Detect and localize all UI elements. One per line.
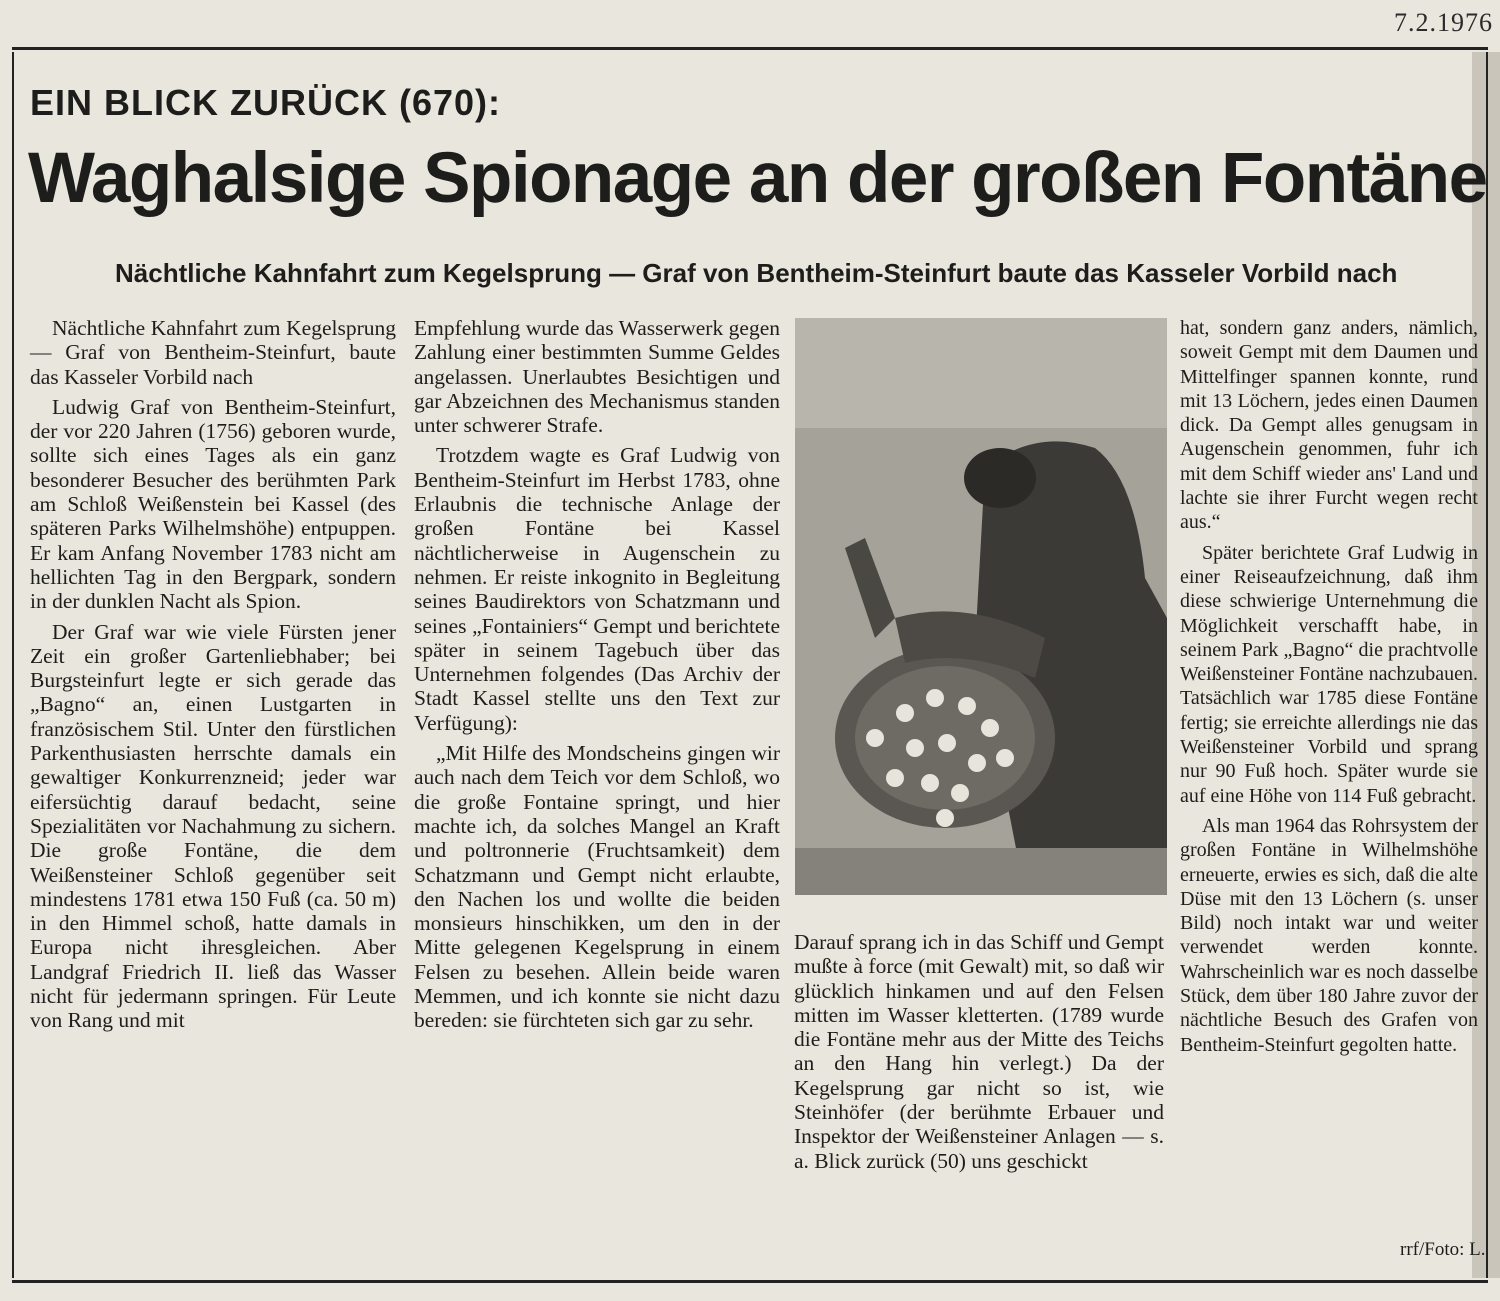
paragraph: Ludwig Graf von Bentheim-Steinfurt, der vor 220 Jahren (1756) geboren wurde, sollte sich eines Tages als ein ganz besonderer Besucher des berühmten Park am Schloß Weißenstein bei Kassel (des späteren Parks Wilhelmshöhe) entpuppen. Er kam Anfang November 1783 nicht am hellichten Tag in den Bergpark, sondern in der dunklen Nacht als Spion. <box>30 394 396 614</box>
top-rule <box>12 47 1488 50</box>
paragraph: hat, sondern ganz anders, nämlich, soweit Gempt mit dem Daumen und Mittelfinger spannen konnte, rund mit 13 Löchern, jedes einen Daumen dick. Da Gempt alles genugsam in Augenschein genommen, fuhr ich mit dem Schiff wieder ans' Land und lachte sie ihrer Furcht wegen recht aus.“ <box>1180 317 1478 534</box>
byline: rrf/Foto: L. <box>1400 1239 1486 1260</box>
photo-image <box>795 318 1167 895</box>
paragraph: „Mit Hilfe des Mondscheins gingen wir auch nach dem Teich vor dem Schloß, wo die große Fontaine springt, und hier machte ich, da solches Mangel an Kraft und poltronnerie (Fruchtsamkeit) dem Schatzmann und Gempt nicht erlaubte, den Nachen los und wollte die beiden monsieurs hinschikken, um den in der Mitte gelegenen Kegelsprung in einem Felsen zu besehen. Allein beide waren Memmen, und ich konnte sie nicht dazu bereden: sie fürchteten sich gar zu sehr. <box>414 741 780 1033</box>
subheadline: Nächtliche Kahnfahrt zum Kegelsprung — Graf von Bentheim-Steinfurt baute das Kasseler Vorbild nach <box>115 258 1398 288</box>
column-4 <box>1180 316 1478 1057</box>
headline: Waghalsige Spionage an der großen Fontäne <box>28 139 1487 218</box>
paragraph: Trotzdem wagte es Graf Ludwig von Bentheim-Steinfurt im Herbst 1783, ohne Erlaubnis die technische Anlage der großen Fontäne bei Kassel nächtlicherweise in Augenschein zu nehmen. Er reiste inkognito in Begleitung seines Baudirektors von Schatzmann und seines „Fontainiers“ Gempt und berichtete später in seinem Tagebuch über das Unternehmen folgendes (Das Archiv der Stadt Kassel stellte uns den Text zur Verfügung): <box>414 443 780 735</box>
paragraph: Darauf sprang ich in das Schiff und Gempt mußte à force (mit Gewalt) mit, so daß wir glücklich hinkamen und auf den Felsen mitten im Wasser kletterten. (1789 wurde die Fontäne mehr aus der Mitte des Teichs an den Hang hin verlegt.) Da der Kegelsprung gar nicht so ist, wie Steinhöfer (der berühmte Erbauer und Inspektor der Weißensteiner Anlagen — s. a. Blick zurück (50) uns geschickt <box>794 930 1164 1173</box>
paragraph: Nächtliche Kahnfahrt zum Kegelsprung — Graf von Bentheim-Steinfurt, baute das Kasseler Vorbild nach <box>30 316 396 389</box>
series-kicker: EIN BLICK ZURÜCK (670): <box>30 82 502 123</box>
paragraph: Als man 1964 das Rohrsystem der großen Fontäne in Wilhelmshöhe erneuerte, erwies es sich, daß die alte Düse mit den 13 Löchern (s. unser Bild) noch intakt war und weiter verwendet werden konnte. Wahrscheinlich war es noch dasselbe Stück, dem über 180 Jahre zuvor der nächtliche Besuch des Grafen von Bentheim-Steinfurt gegolten hatte. <box>1180 814 1478 1056</box>
paragraph: Empfehlung wurde das Wasserwerk gegen Zahlung einer bestimmten Summe Geldes angelassen. Unerlaubtes Besichtigen und gar Abzeichnen des Mechanismus standen unter schwerer Strafe. <box>414 316 780 438</box>
handwritten-date: 7.2.1976 <box>1394 8 1493 37</box>
fountain-nozzle-photo <box>795 318 1167 895</box>
column-1 <box>30 316 396 1033</box>
paragraph: Der Graf war wie viele Fürsten jener Zeit ein großer Gartenliebhaber; bei Burgsteinfurt legte er sich gerade das „Bagno“ an, einen Lustgarten in französischem Stil. Unter den fürstlichen Parkenthusiasten herrschte damals ein gewaltiger Konkurrenzneid; jeder war eifersüchtig darauf bedacht, seine Spezialitäten vor Nachahmung zu sichern. Die große Fontäne, die dem Weißensteiner Schloß gegenüber seit mindestens 1781 etwa 150 Fuß (ca. 50 m) in den Himmel schoß, hatte damals in Europa nicht ihresgleichen. Aber Landgraf Friedrich II. ließ das Wasser nicht für jedermann springen. Für Leute von Rang und mit <box>30 619 396 1033</box>
column-3 <box>794 930 1164 1173</box>
paragraph: Später berichtete Graf Ludwig in einer Reiseaufzeichnung, daß ihm diese schwierige Unternehmung die Möglichkeit verschafft habe, in seinem Park „Bagno“ die prachtvolle Weißensteiner Fontäne nachzubauen. Tatsächlich war 1785 diese Fontäne fertig; sie erreichte allerdings nie das Weißensteiner Vorbild und sprang nur 90 Fuß hoch. Später wurde sie auf eine Höhe von 114 Fuß gebracht. <box>1180 541 1478 807</box>
bottom-rule <box>12 1280 1488 1283</box>
column-2 <box>414 316 780 1033</box>
